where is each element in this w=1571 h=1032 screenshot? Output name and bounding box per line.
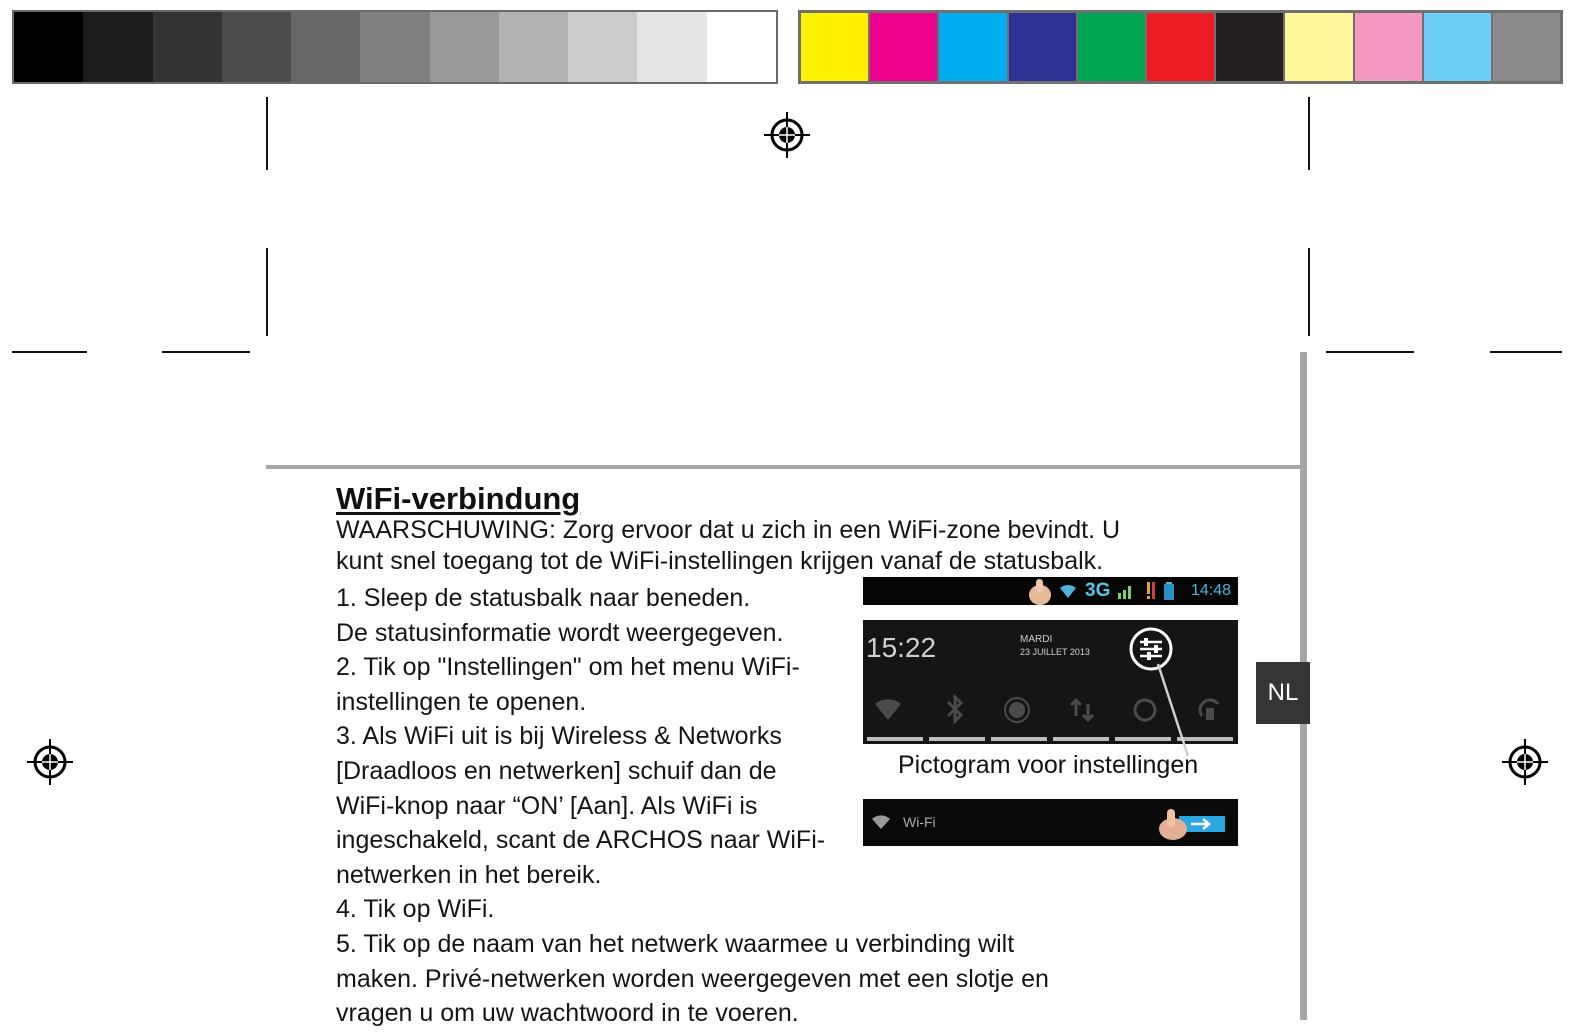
panel-divider	[1053, 737, 1109, 741]
crop-mark	[1308, 97, 1310, 170]
text-line: kunt snel toegang tot de WiFi-instellingen krijgen vanaf de statusbalk.	[336, 547, 1104, 575]
color-swatch	[1078, 13, 1145, 81]
color-swatch	[939, 13, 1006, 81]
step-line: 4. Tik op WiFi.	[336, 895, 495, 924]
gps-icon	[1003, 696, 1031, 724]
gray-swatch	[707, 12, 776, 82]
signal-icon	[1117, 583, 1135, 599]
callout-line	[1150, 660, 1200, 760]
color-swatch	[1355, 13, 1422, 81]
wifi-icon	[871, 814, 891, 830]
color-swatch	[1424, 13, 1491, 81]
sync-icon	[1068, 696, 1096, 724]
gray-swatch	[291, 12, 360, 82]
hand-icon	[1023, 579, 1057, 605]
step-line: instellingen te openen.	[336, 687, 587, 716]
panel-divider	[929, 737, 985, 741]
gray-swatch	[430, 12, 499, 82]
gray-swatch	[499, 12, 568, 82]
color-swatch	[1147, 13, 1214, 81]
page-top-rule	[266, 465, 1302, 469]
step-line: WiFi-knop naar “ON’ [Aan]. Als WiFi is	[336, 791, 758, 820]
crop-mark	[1308, 248, 1310, 336]
color-swatch	[1009, 13, 1076, 81]
language-tab: NL	[1256, 662, 1310, 724]
registration-mark-icon	[1501, 738, 1549, 786]
panel-divider	[867, 737, 923, 741]
color-swatch	[1216, 13, 1283, 81]
step-line: De statusinformatie wordt weergegeven.	[336, 618, 784, 647]
gray-swatch	[83, 12, 152, 82]
wifi-label: Wi-Fi	[903, 814, 936, 830]
wifi-icon	[1059, 583, 1077, 599]
settings-icon-caption: Pictogram voor instellingen	[898, 751, 1199, 779]
crop-mark	[266, 248, 268, 336]
gray-swatch	[568, 12, 637, 82]
alert-icon	[1145, 582, 1157, 600]
panel-day-label: MARDI	[1020, 634, 1053, 645]
grayscale-calibration-bar	[12, 10, 778, 84]
wifi-toggle-screenshot	[863, 799, 1238, 846]
crop-mark	[1326, 351, 1414, 353]
step-line: netwerken in het bereik.	[336, 860, 602, 889]
battery-icon	[1163, 582, 1175, 600]
color-swatch	[801, 13, 868, 81]
status-time-label: 14:48	[1191, 582, 1232, 599]
panel-divider	[991, 737, 1047, 741]
bluetooth-icon	[943, 694, 967, 724]
step-line: maken. Privé-netwerken worden weergegeven met een slotje en	[336, 964, 1049, 993]
color-swatch	[870, 13, 937, 81]
toggle-switch-icon	[1151, 807, 1227, 841]
step-line: 1. Sleep de statusbalk naar beneden.	[336, 584, 751, 612]
registration-mark-icon	[26, 738, 74, 786]
crop-mark	[12, 351, 87, 353]
status-bar-screenshot	[863, 577, 1238, 605]
step-line: 5. Tik op de naam van het netwerk waarmee u verbinding wilt	[336, 929, 1015, 958]
network-type-label: 3G	[1085, 580, 1111, 601]
crop-mark	[266, 97, 268, 170]
crop-mark	[1490, 351, 1562, 353]
gray-swatch	[637, 12, 706, 82]
wifi-icon	[873, 696, 903, 722]
step-line: [Draadloos en netwerken] schuif dan de	[336, 756, 777, 785]
step-line: 3. Als WiFi uit is bij Wireless & Networks	[336, 722, 782, 751]
gray-swatch	[14, 12, 83, 82]
gray-swatch	[153, 12, 222, 82]
step-line: 2. Tik op "Instellingen" om het menu WiFi-	[336, 653, 800, 682]
warning-paragraph	[336, 515, 1120, 577]
gray-swatch	[222, 12, 291, 82]
panel-date-label: 23 JUILLET 2013	[1020, 647, 1090, 657]
panel-time-label: 15:22	[866, 632, 937, 663]
color-swatch	[1285, 13, 1352, 81]
step-line: vragen u om uw wachtwoord in te voeren.	[336, 999, 799, 1028]
color-swatch	[1493, 13, 1560, 81]
step-line: ingeschakeld, scant de ARCHOS naar WiFi-	[336, 826, 826, 855]
rotation-icon	[1196, 696, 1224, 724]
text-line: WAARSCHUWING: Zorg ervoor dat u zich in een WiFi-zone bevindt. U	[336, 516, 1121, 544]
crop-mark	[162, 351, 250, 353]
gray-swatch	[360, 12, 429, 82]
registration-mark-icon	[763, 111, 811, 159]
section-heading: WiFi-verbindung	[336, 481, 581, 516]
color-calibration-bar	[798, 10, 1563, 84]
